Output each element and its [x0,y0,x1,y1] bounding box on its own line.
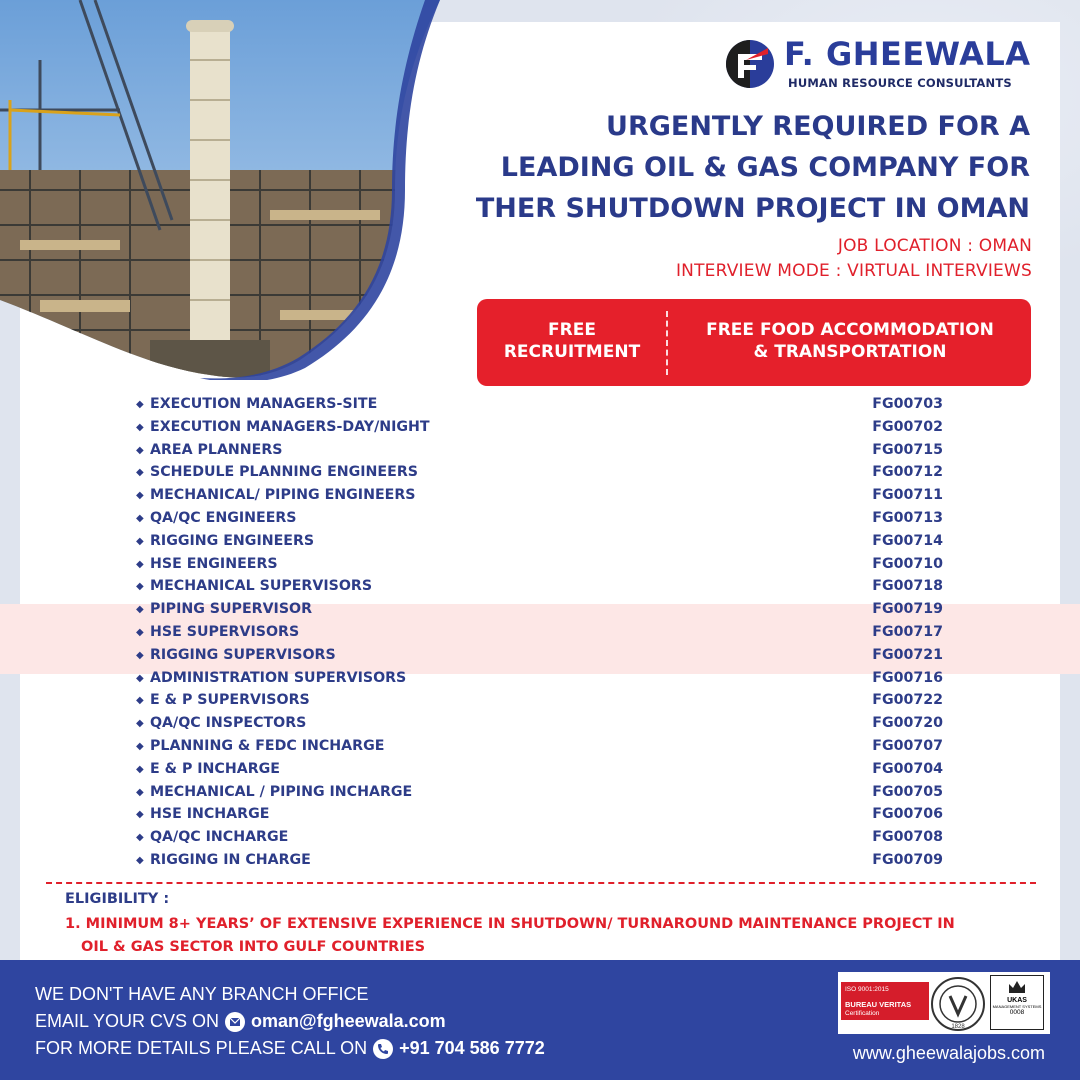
bullet-icon: ◆ [136,741,144,752]
bullet-icon: ◆ [136,399,144,410]
bullet-icon: ◆ [136,421,144,433]
free-recruitment [477,319,667,363]
job-title: PIPING SUPERVISOR [150,601,313,618]
bullet-icon: ◆ [136,558,144,570]
benefits-banner [477,299,1031,386]
job-row [0,556,1080,579]
eligibility-item [65,913,955,959]
footer-line-1: WE DON'T HAVE ANY BRANCH OFFICE [35,984,369,1004]
job-row [0,624,1080,647]
headline [476,106,1030,229]
job-row [0,601,1080,624]
phone-icon [373,1039,393,1059]
banner-left-line-2: RECRUITMENT [503,342,641,362]
banner-left-line-1: FREE [548,320,596,340]
bullet-icon: ◆ [136,832,144,844]
website-link[interactable]: www.gheewalajobs.com [852,1043,1045,1063]
job-row [0,533,1080,556]
job-code: FG00714 [872,532,943,549]
job-row [0,510,1080,533]
bullet-icon: ◆ [136,490,144,502]
job-title: QA/QC INSPECTORS [150,715,307,732]
bullet-icon: ◆ [136,809,144,821]
headline-line-3: THER SHUTDOWN PROJECT IN OMAN [475,193,1030,224]
bv-name: BUREAU VERITAS [845,1000,912,1009]
job-row [0,670,1080,693]
job-row [0,784,1080,807]
footer-email-link[interactable]: oman@fgheewala.com [251,1011,446,1031]
job-code: FG00709 [872,852,943,868]
headline-line-2: LEADING OIL & GAS COMPANY FOR [500,152,1030,183]
job-title: MECHANICAL / PIPING INCHARGE [150,783,413,800]
job-title: PLANNING & FEDC INCHARGE [150,738,385,754]
job-row [0,647,1080,670]
ukas-label: UKAS [1007,997,1027,1004]
footer-phone-link[interactable]: +91 704 586 7772 [399,1038,545,1058]
bullet-icon: ◆ [136,718,144,730]
job-row [0,692,1080,715]
footer-email-row [35,1011,446,1032]
footer-phone-prefix: FOR MORE DETAILS PLEASE CALL ON [35,1038,368,1058]
certification-badges [838,972,1050,1034]
job-row [0,806,1080,829]
email-icon [225,1012,245,1032]
logo-mark-icon [724,38,776,90]
banner-right-line-2: & TRANSPORTATION [753,342,947,362]
seal-year: 1828 [951,1024,965,1030]
job-row [0,829,1080,852]
footer-email-prefix: EMAIL YOUR CVS ON [35,1011,220,1031]
job-title: HSE ENGINEERS [150,555,278,572]
job-code: FG00702 [872,418,943,435]
bullet-icon: ◆ [136,535,144,547]
job-code: FG00717 [872,624,943,640]
job-row [0,738,1080,761]
bullet-icon: ◆ [136,581,144,593]
job-code: FG00721 [872,646,943,663]
job-title: HSE INCHARGE [150,806,270,823]
job-title: QA/QC INCHARGE [150,829,289,846]
job-title: RIGGING ENGINEERS [150,532,315,549]
bullet-icon: ◆ [136,786,144,798]
job-title: MECHANICAL/ PIPING ENGINEERS [150,487,416,504]
job-code: FG00703 [872,396,943,412]
headline-line-1: URGENTLY REQUIRED FOR A [606,111,1030,142]
job-code: FG00710 [872,555,943,572]
job-code: FG00708 [872,829,943,846]
job-code: FG00712 [872,464,943,481]
job-title: QA/QC ENGINEERS [150,510,297,526]
bullet-icon: ◆ [136,604,144,616]
job-title: EXECUTION MANAGERS-SITE [150,396,378,412]
job-row [0,396,1080,419]
refinery-photo [0,0,440,380]
bureau-veritas-seal-icon [930,976,986,1032]
job-title: AREA PLANNERS [150,441,283,458]
brand-tagline: HUMAN RESOURCE CONSULTANTS [788,76,1012,90]
job-row [0,442,1080,465]
bullet-icon: ◆ [136,513,144,524]
job-row [0,464,1080,487]
dashed-divider [46,882,1036,884]
job-title: SCHEDULE PLANNING ENGINEERS [150,464,418,481]
eligibility-heading: ELIGIBILITY : [65,891,170,907]
job-code: FG00713 [872,510,943,526]
bureau-veritas-badge [841,982,929,1020]
job-location: JOB LOCATION : OMAN [837,236,1032,256]
eligibility-item-line-2: OIL & GAS SECTOR INTO GULF COUNTRIES [81,939,426,955]
brand-logo [724,35,1031,90]
bullet-icon: ◆ [136,649,144,661]
job-code: FG00711 [872,487,943,504]
bullet-icon: ◆ [136,627,144,638]
crown-icon [1007,979,1027,995]
job-row [0,487,1080,510]
job-title: E & P SUPERVISORS [150,692,310,709]
job-code: FG00715 [872,441,943,458]
bullet-icon: ◆ [136,444,144,456]
job-title: HSE SUPERVISORS [150,624,300,640]
bullet-icon: ◆ [136,672,144,684]
interview-mode: INTERVIEW MODE : VIRTUAL INTERVIEWS [675,261,1032,281]
banner-right-line-1: FREE FOOD ACCOMMODATION [706,320,994,340]
eligibility-item-line-1: 1. MINIMUM 8+ YEARS’ OF EXTENSIVE EXPERIENCE IN SHUTDOWN/ TURNAROUND MAINTENANCE PROJECT IN [65,916,955,932]
bullet-icon: ◆ [136,763,144,775]
job-code: FG00719 [872,601,943,618]
job-row [0,715,1080,738]
bullet-icon: ◆ [136,855,144,866]
job-title: MECHANICAL SUPERVISORS [150,578,373,595]
iso-label: ISO 9001:2015 [845,986,889,993]
footer-branch-note [35,984,368,1005]
bullet-icon: ◆ [136,695,144,707]
free-food-accommodation [669,319,1031,363]
job-code: FG00704 [872,760,943,777]
ukas-badge [990,975,1044,1030]
job-code: FG00707 [872,738,943,754]
job-title: RIGGING IN CHARGE [150,852,311,868]
footer-phone-row [35,1038,545,1059]
job-row [0,852,1080,875]
job-code: FG00706 [872,806,943,823]
job-row [0,578,1080,601]
job-code: FG00722 [872,692,943,709]
banner-divider [666,311,668,375]
job-row [0,419,1080,442]
job-title: RIGGING SUPERVISORS [150,646,336,663]
job-code: FG00718 [872,578,943,595]
job-code: FG00705 [872,783,943,800]
brand-name: F. GHEEWALA [784,35,1031,73]
job-title: EXECUTION MANAGERS-DAY/NIGHT [150,418,430,435]
job-code: FG00716 [872,669,943,686]
job-row [0,761,1080,784]
bullet-icon: ◆ [136,467,144,479]
ukas-sub: MANAGEMENT SYSTEMS [992,1004,1042,1009]
job-title: ADMINISTRATION SUPERVISORS [150,669,407,686]
job-code: FG00720 [872,715,943,732]
job-title: E & P INCHARGE [150,760,280,777]
ukas-code: 0008 [1009,1009,1025,1016]
bv-sub: Certification [845,1010,880,1017]
